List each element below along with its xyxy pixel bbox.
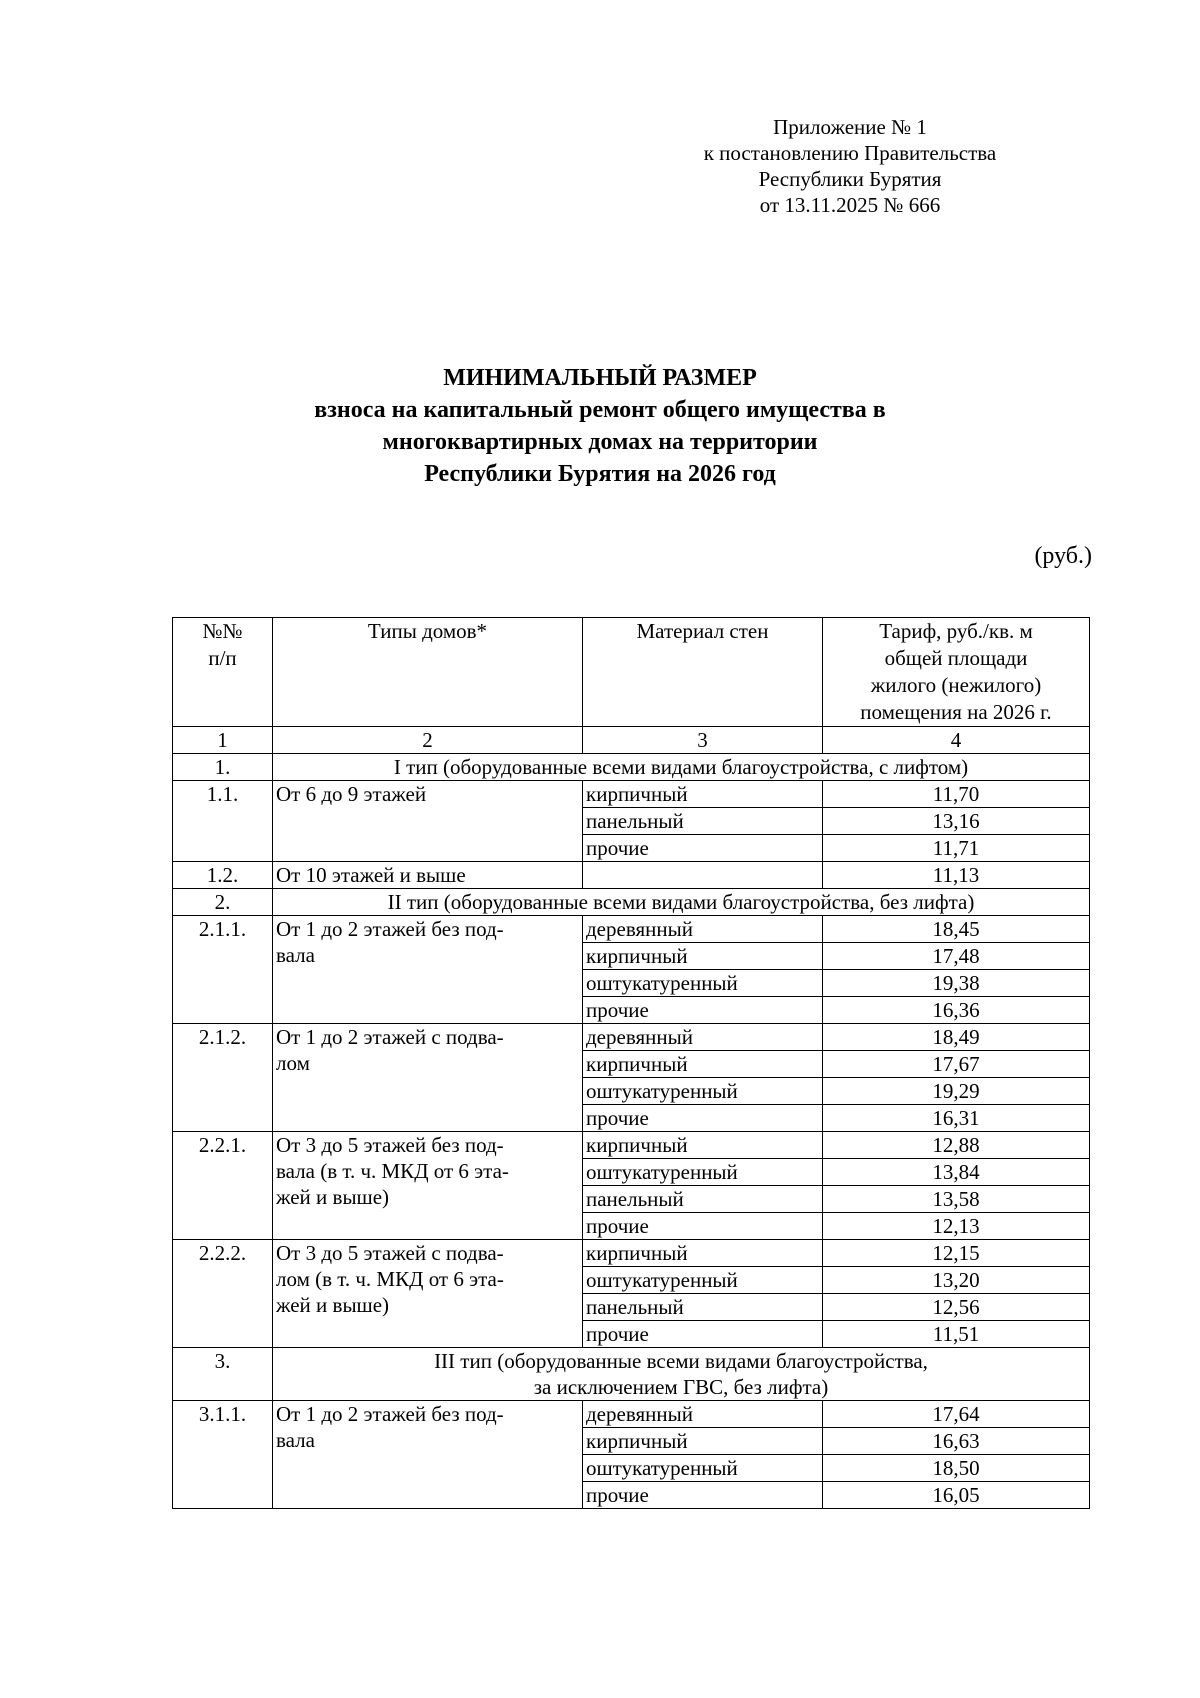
appendix-line: Республики Бурятия	[758, 167, 942, 191]
table-row	[173, 916, 1090, 943]
house-type: От 6 до 9 этажей	[273, 781, 583, 862]
rate-value: 13,58	[823, 1186, 1090, 1213]
section-title: I тип (оборудованные всеми видами благоустройства, с лифтом)	[273, 754, 1090, 781]
rate-value: 17,67	[823, 1051, 1090, 1078]
header-text: Тариф, руб./кв. м	[879, 619, 1033, 643]
section-title: II тип (оборудованные всеми видами благоустройства, без лифта)	[273, 889, 1090, 916]
table-header-row	[173, 618, 1090, 727]
row-number: 1.2.	[173, 862, 273, 889]
rate-value: 17,64	[823, 1401, 1090, 1428]
column-number-row	[173, 727, 1090, 754]
section-title-line: за исключением ГВС, без лифта)	[533, 1375, 829, 1399]
rate-value: 16,63	[823, 1428, 1090, 1455]
house-type	[273, 916, 583, 1024]
wall-material: панельный	[583, 1186, 823, 1213]
rate-value: 13,20	[823, 1267, 1090, 1294]
rate-value: 13,84	[823, 1159, 1090, 1186]
house-type-line: вала	[276, 943, 315, 967]
house-type-line: вала	[276, 1428, 315, 1452]
house-type	[273, 1401, 583, 1509]
row-number: 2.2.2.	[173, 1240, 273, 1348]
header-text: общей площади	[884, 646, 1028, 670]
wall-material: кирпичный	[583, 1428, 823, 1455]
row-number: 2.1.1.	[173, 916, 273, 1024]
rate-value: 19,29	[823, 1078, 1090, 1105]
rate-value: 11,13	[823, 862, 1090, 889]
section-title	[273, 1348, 1090, 1401]
appendix-block	[700, 114, 1000, 218]
appendix-line: к постановлению Правительства	[703, 141, 997, 165]
tariff-table	[172, 617, 1090, 1509]
wall-material: деревянный	[583, 1401, 823, 1428]
rate-value: 19,38	[823, 970, 1090, 997]
wall-material: прочие	[583, 1105, 823, 1132]
wall-material: прочие	[583, 1213, 823, 1240]
wall-material: оштукатуренный	[583, 1159, 823, 1186]
header-text: №№	[202, 619, 243, 643]
section-number: 1.	[173, 754, 273, 781]
wall-material: оштукатуренный	[583, 1267, 823, 1294]
title-line: МИНИМАЛЬНЫЙ РАЗМЕР	[443, 365, 757, 391]
title-line: Республики Бурятия на 2026 год	[424, 461, 776, 487]
header-text: жилого (нежилого)	[870, 673, 1042, 697]
wall-material: прочие	[583, 835, 823, 862]
table-row	[173, 1024, 1090, 1051]
wall-material: оштукатуренный	[583, 1455, 823, 1482]
house-type-line: От 1 до 2 этажей без под-	[276, 1402, 504, 1426]
table-row	[173, 781, 1090, 808]
house-type	[273, 1240, 583, 1348]
house-type-line: вала (в т. ч. МКД от 6 эта-	[276, 1159, 509, 1183]
rate-value: 13,16	[823, 808, 1090, 835]
rate-value: 12,56	[823, 1294, 1090, 1321]
header-number	[173, 618, 273, 727]
rate-value: 18,50	[823, 1455, 1090, 1482]
header-rate	[823, 618, 1090, 727]
wall-material	[583, 862, 823, 889]
wall-material: деревянный	[583, 916, 823, 943]
wall-material: кирпичный	[583, 1240, 823, 1267]
column-number: 3	[583, 727, 823, 754]
rate-value: 18,45	[823, 916, 1090, 943]
house-type-line: От 1 до 2 этажей с подва-	[276, 1025, 504, 1049]
house-type-line: жей и выше)	[276, 1185, 390, 1209]
wall-material: деревянный	[583, 1024, 823, 1051]
house-type-line: лом (в т. ч. МКД от 6 эта-	[276, 1267, 504, 1291]
rate-value: 17,48	[823, 943, 1090, 970]
table-row	[173, 1401, 1090, 1428]
header-wall-material: Материал стен	[583, 618, 823, 727]
wall-material: кирпичный	[583, 1132, 823, 1159]
column-number: 1	[173, 727, 273, 754]
house-type-line: От 3 до 5 этажей с подва-	[276, 1241, 504, 1265]
rate-value: 16,36	[823, 997, 1090, 1024]
wall-material: кирпичный	[583, 1051, 823, 1078]
row-number: 1.1.	[173, 781, 273, 862]
section-row	[173, 754, 1090, 781]
unit-label: (руб.)	[1034, 543, 1092, 569]
rate-value: 12,88	[823, 1132, 1090, 1159]
rate-value: 12,13	[823, 1213, 1090, 1240]
wall-material: кирпичный	[583, 781, 823, 808]
wall-material: панельный	[583, 1294, 823, 1321]
section-number: 2.	[173, 889, 273, 916]
section-row	[173, 1348, 1090, 1401]
wall-material: панельный	[583, 808, 823, 835]
row-number: 2.1.2.	[173, 1024, 273, 1132]
column-number: 4	[823, 727, 1090, 754]
house-type-line: От 3 до 5 этажей без под-	[276, 1133, 504, 1157]
table-row	[173, 862, 1090, 889]
table-row	[173, 1132, 1090, 1159]
section-number: 3.	[173, 1348, 273, 1401]
house-type-line: жей и выше)	[276, 1293, 390, 1317]
rate-value: 11,51	[823, 1321, 1090, 1348]
row-number: 2.2.1.	[173, 1132, 273, 1240]
wall-material: прочие	[583, 1321, 823, 1348]
house-type	[273, 1024, 583, 1132]
rate-value: 18,49	[823, 1024, 1090, 1051]
wall-material: прочие	[583, 997, 823, 1024]
rate-value: 11,71	[823, 835, 1090, 862]
house-type	[273, 1132, 583, 1240]
appendix-line: от 13.11.2025 № 666	[759, 193, 941, 217]
rate-value: 12,15	[823, 1240, 1090, 1267]
wall-material: кирпичный	[583, 943, 823, 970]
house-type-line: лом	[276, 1051, 310, 1075]
header-house-type: Типы домов*	[273, 618, 583, 727]
title-line: многоквартирных домах на территории	[382, 429, 818, 455]
rate-value: 16,05	[823, 1482, 1090, 1509]
wall-material: оштукатуренный	[583, 1078, 823, 1105]
title-line: взноса на капитальный ремонт общего имущества в	[314, 397, 886, 423]
wall-material: оштукатуренный	[583, 970, 823, 997]
header-text: помещения на 2026 г.	[860, 700, 1052, 724]
house-type: От 10 этажей и выше	[273, 862, 583, 889]
column-number: 2	[273, 727, 583, 754]
appendix-line: Приложение № 1	[773, 115, 927, 139]
wall-material: прочие	[583, 1482, 823, 1509]
document-title	[160, 362, 1040, 490]
section-row	[173, 889, 1090, 916]
rate-value: 16,31	[823, 1105, 1090, 1132]
header-text: п/п	[208, 646, 237, 670]
rate-value: 11,70	[823, 781, 1090, 808]
section-title-line: III тип (оборудованные всеми видами благоустройства,	[434, 1349, 928, 1373]
table-row	[173, 1240, 1090, 1267]
house-type-line: От 1 до 2 этажей без под-	[276, 917, 504, 941]
row-number: 3.1.1.	[173, 1401, 273, 1509]
